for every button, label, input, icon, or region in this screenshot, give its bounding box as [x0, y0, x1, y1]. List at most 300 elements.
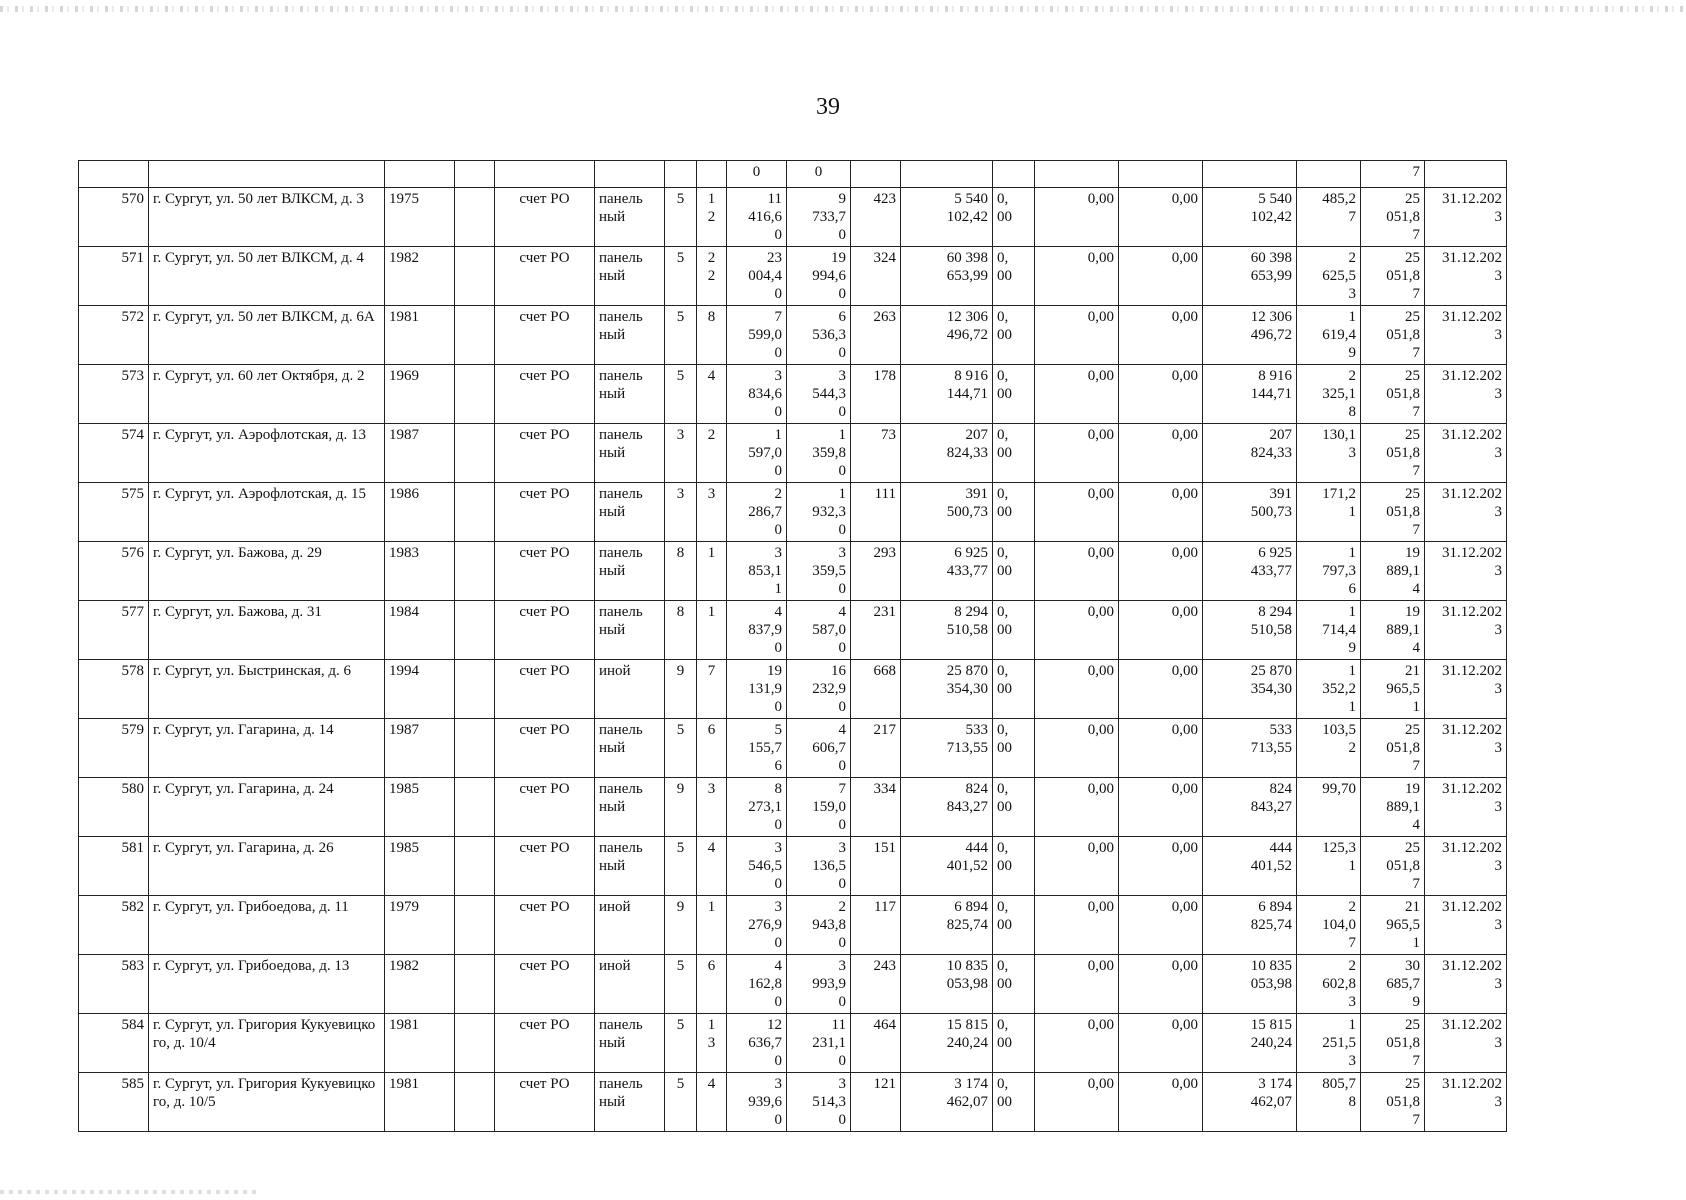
fund-cell: счет РО — [495, 778, 595, 837]
total-area-cell — [727, 660, 787, 719]
other-amount-cell: 0,00 — [1119, 1014, 1203, 1073]
residents-cell: 231 — [851, 601, 901, 660]
cell-line: 3 — [1494, 504, 1502, 520]
owners-amount-cell — [1203, 188, 1297, 247]
floors-cell: 9 — [665, 778, 697, 837]
cell-line: 825,74 — [1250, 917, 1292, 933]
cell-line: 3 — [1348, 1053, 1356, 1069]
address-cell: г. Сургут, ул. Гагарина, д. 14 — [149, 719, 385, 778]
fund-amount-cell — [993, 365, 1035, 424]
cell-line: 8 916 — [954, 368, 988, 384]
cell-line: 31.12.202 — [1442, 899, 1502, 915]
cell-line: 544,3 — [812, 386, 846, 402]
cell-line: ный — [599, 799, 626, 815]
cell-line: 19 — [831, 250, 846, 266]
empty-cell — [455, 1014, 495, 1073]
wall-material-cell — [595, 660, 665, 719]
cell-line: 11 — [767, 191, 782, 207]
cell-line: 240,24 — [946, 1035, 988, 1051]
floors-cell: 5 — [665, 188, 697, 247]
unit-cost-cell — [1297, 188, 1361, 247]
continuation-cell: 7 — [1361, 161, 1425, 188]
fund-cell: счет РО — [495, 424, 595, 483]
fund-cell: счет РО — [495, 955, 595, 1014]
deadline-cell — [1425, 542, 1507, 601]
cell-line: 3 — [838, 1076, 846, 1092]
cell-line: 12 306 — [946, 309, 988, 325]
cell-line: 0, — [997, 840, 1009, 856]
cell-line: ный — [599, 858, 626, 874]
cell-line: 12 — [767, 1017, 782, 1033]
residents-cell: 117 — [851, 896, 901, 955]
floors-cell: 3 — [665, 424, 697, 483]
fund-cell: счет РО — [495, 483, 595, 542]
fund-amount-cell — [993, 837, 1035, 896]
cell-line: 8 — [1348, 404, 1356, 420]
cell-line: 0, — [997, 899, 1009, 915]
cell-line: ный — [599, 1094, 626, 1110]
living-area-cell — [787, 542, 851, 601]
floors-cell: 5 — [665, 955, 697, 1014]
unit-cost-cell — [1297, 955, 1361, 1014]
cell-line: 0 — [838, 935, 846, 951]
living-area-cell — [787, 365, 851, 424]
row-number-cell: 570 — [79, 188, 149, 247]
floors-cell: 5 — [665, 837, 697, 896]
cell-line: 433,77 — [1250, 563, 1292, 579]
cell-line: 155,7 — [748, 740, 782, 756]
cell-line: 653,99 — [1250, 268, 1292, 284]
empty-cell — [455, 188, 495, 247]
cell-line: 2 — [838, 899, 846, 915]
other-amount-cell: 0,00 — [1119, 1073, 1203, 1132]
cell-line: 837,9 — [748, 622, 782, 638]
empty-cell — [455, 837, 495, 896]
cell-line: 3 — [707, 486, 716, 502]
cell-line: 1 — [707, 899, 716, 915]
cell-line: 131,9 — [748, 681, 782, 697]
table-row — [79, 778, 1507, 837]
year-cell: 1975 — [385, 188, 455, 247]
cell-line: 0 — [774, 286, 782, 302]
cell-line: 11 — [831, 1017, 846, 1033]
cell-line: 0 — [838, 994, 846, 1010]
budget-amount-cell: 0,00 — [1035, 955, 1119, 1014]
cell-line: 0, — [997, 368, 1009, 384]
row-number-cell: 576 — [79, 542, 149, 601]
cell-line: 0 — [774, 876, 782, 892]
cell-line: 805,7 — [1322, 1076, 1356, 1092]
address-cell: г. Сургут, ул. 50 лет ВЛКСМ, д. 3 — [149, 188, 385, 247]
cell-line: 9 — [1412, 994, 1420, 1010]
residents-cell: 73 — [851, 424, 901, 483]
empty-cell — [455, 955, 495, 1014]
budget-amount-cell: 0,00 — [1035, 365, 1119, 424]
address-cell: г. Сургут, ул. Быстринская, д. 6 — [149, 660, 385, 719]
residents-cell: 324 — [851, 247, 901, 306]
total-area-cell — [727, 837, 787, 896]
cell-line: 60 398 — [946, 250, 988, 266]
unit-cost-cell — [1297, 365, 1361, 424]
cell-line: 00 — [997, 1035, 1012, 1051]
deadline-cell — [1425, 896, 1507, 955]
entrances-cell — [697, 601, 727, 660]
cell-line: 416,6 — [748, 209, 782, 225]
cell-line: 824,33 — [946, 445, 988, 461]
owners-amount-cell — [1203, 1073, 1297, 1132]
fund-cell: счет РО — [495, 837, 595, 896]
cell-line: 31.12.202 — [1442, 309, 1502, 325]
year-cell: 1983 — [385, 542, 455, 601]
cell-line: 3 — [774, 368, 782, 384]
floors-cell: 5 — [665, 365, 697, 424]
living-area-cell — [787, 719, 851, 778]
cell-line: 0, — [997, 545, 1009, 561]
year-cell: 1985 — [385, 778, 455, 837]
fund-amount-cell — [993, 188, 1035, 247]
table-row — [79, 365, 1507, 424]
cell-line: 853,1 — [748, 563, 782, 579]
budget-amount-cell: 0,00 — [1035, 778, 1119, 837]
cell-line: 7 — [1412, 345, 1420, 361]
residents-cell: 111 — [851, 483, 901, 542]
cell-line: 136,5 — [812, 858, 846, 874]
living-area-cell — [787, 778, 851, 837]
budget-amount-cell: 0,00 — [1035, 1014, 1119, 1073]
budget-amount-cell: 0,00 — [1035, 247, 1119, 306]
unit-cost-cell — [1297, 601, 1361, 660]
cell-line: 843,27 — [946, 799, 988, 815]
cell-line: 1 — [1412, 699, 1420, 715]
cell-line: панель — [599, 1076, 643, 1092]
cell-line: 1 — [1348, 504, 1356, 520]
other-amount-cell: 0,00 — [1119, 837, 1203, 896]
cell-line: 3 — [1348, 445, 1356, 461]
fund-amount-cell — [993, 955, 1035, 1014]
cell-line: 714,4 — [1322, 622, 1356, 638]
table-row — [79, 837, 1507, 896]
cell-line: 10 835 — [1250, 958, 1292, 974]
cell-line: 4 — [838, 604, 846, 620]
cell-line: 444 — [1269, 840, 1292, 856]
year-cell: 1981 — [385, 1073, 455, 1132]
fund-cell: счет РО — [495, 896, 595, 955]
cell-line: 3 — [1494, 740, 1502, 756]
wall-material-cell — [595, 1073, 665, 1132]
cell-line: 6 894 — [1258, 899, 1292, 915]
budget-amount-cell: 0,00 — [1035, 896, 1119, 955]
cell-line: 25 — [1405, 309, 1420, 325]
cell-line: 536,3 — [812, 327, 846, 343]
cell-line: 25 — [1405, 486, 1420, 502]
owners-amount-cell — [1203, 365, 1297, 424]
cell-line: 232,9 — [812, 681, 846, 697]
cell-line: панель — [599, 486, 643, 502]
fund-cell: счет РО — [495, 188, 595, 247]
cell-line: 251,5 — [1322, 1035, 1356, 1051]
year-cell: 1985 — [385, 837, 455, 896]
address-cell: г. Сургут, ул. Гагарина, д. 24 — [149, 778, 385, 837]
cell-line: 3 — [1494, 858, 1502, 874]
cell-line: ный — [599, 504, 626, 520]
cell-line: 625,5 — [1322, 268, 1356, 284]
cell-line: 8 — [774, 781, 782, 797]
cell-line: 7 — [1412, 1053, 1420, 1069]
year-cell: 1969 — [385, 365, 455, 424]
cell-line: 0 — [774, 227, 782, 243]
table-row — [79, 306, 1507, 365]
max-cost-cell — [1361, 896, 1425, 955]
cell-line: 30 — [1405, 958, 1420, 974]
row-number-cell: 577 — [79, 601, 149, 660]
cell-line: 25 — [1405, 722, 1420, 738]
deadline-cell — [1425, 719, 1507, 778]
cell-line: 31.12.202 — [1442, 486, 1502, 502]
year-cell: 1982 — [385, 247, 455, 306]
cell-line: 0, — [997, 1076, 1009, 1092]
floors-cell: 5 — [665, 1073, 697, 1132]
cell-line: 889,1 — [1386, 563, 1420, 579]
cell-line: 7 — [1412, 227, 1420, 243]
cell-line: 9 — [838, 191, 846, 207]
cell-line: 3 — [1494, 268, 1502, 284]
row-number-cell: 575 — [79, 483, 149, 542]
year-cell: 1982 — [385, 955, 455, 1014]
floors-cell: 5 — [665, 719, 697, 778]
cell-line: 3 — [838, 958, 846, 974]
cell-line: 354,30 — [946, 681, 988, 697]
wall-material-cell — [595, 601, 665, 660]
empty-cell — [455, 778, 495, 837]
unit-cost-cell — [1297, 837, 1361, 896]
cell-line: 0 — [774, 817, 782, 833]
address-cell: г. Сургут, ул. 60 лет Октября, д. 2 — [149, 365, 385, 424]
deadline-cell — [1425, 365, 1507, 424]
entrances-cell — [697, 1014, 727, 1073]
total-cost-cell — [901, 955, 993, 1014]
budget-amount-cell: 0,00 — [1035, 483, 1119, 542]
cell-line: 514,3 — [812, 1094, 846, 1110]
cell-line: 00 — [997, 445, 1012, 461]
cell-line: 16 — [831, 663, 846, 679]
total-area-cell — [727, 483, 787, 542]
address-cell: г. Сургут, ул. Григория Кукуевицкого, д. 10/5 — [149, 1073, 385, 1132]
cell-line: 636,7 — [748, 1035, 782, 1051]
cell-line: 102,42 — [1250, 209, 1292, 225]
year-cell: 1984 — [385, 601, 455, 660]
total-cost-cell — [901, 188, 993, 247]
cell-line: 31.12.202 — [1442, 250, 1502, 266]
cell-line: 7 — [1412, 758, 1420, 774]
budget-amount-cell: 0,00 — [1035, 306, 1119, 365]
living-area-cell — [787, 306, 851, 365]
cell-line: 3 — [1494, 917, 1502, 933]
table-row — [79, 483, 1507, 542]
table-row — [79, 601, 1507, 660]
cell-line: 102,42 — [946, 209, 988, 225]
cell-line: 4 — [774, 958, 782, 974]
max-cost-cell — [1361, 778, 1425, 837]
living-area-cell — [787, 955, 851, 1014]
max-cost-cell — [1361, 306, 1425, 365]
unit-cost-cell — [1297, 719, 1361, 778]
budget-amount-cell: 0,00 — [1035, 719, 1119, 778]
cell-line: 0 — [774, 1112, 782, 1128]
cell-line: 685,7 — [1386, 976, 1420, 992]
cell-line: 325,1 — [1322, 386, 1356, 402]
cell-line: 7 — [838, 781, 846, 797]
cell-line: 31.12.202 — [1442, 1017, 1502, 1033]
cell-line: 0 — [838, 1053, 846, 1069]
cell-line: 433,77 — [946, 563, 988, 579]
cell-line: 3 — [1494, 976, 1502, 992]
wall-material-cell — [595, 719, 665, 778]
cell-line: 4 — [838, 722, 846, 738]
continuation-cell: 0 — [787, 161, 851, 188]
cell-line: 7 — [774, 309, 782, 325]
cell-line: 994,6 — [812, 268, 846, 284]
other-amount-cell: 0,00 — [1119, 955, 1203, 1014]
cell-line: панель — [599, 250, 643, 266]
deadline-cell — [1425, 601, 1507, 660]
cell-line: панель — [599, 840, 643, 856]
cell-line: 19 — [1405, 545, 1420, 561]
cell-line: 6 — [838, 309, 846, 325]
cell-line: 6 — [707, 722, 716, 738]
cell-line: ный — [599, 445, 626, 461]
deadline-cell — [1425, 1073, 1507, 1132]
fund-amount-cell — [993, 247, 1035, 306]
cell-line: 1 — [707, 545, 716, 561]
cell-line: 15 815 — [946, 1017, 988, 1033]
owners-amount-cell — [1203, 1014, 1297, 1073]
total-cost-cell — [901, 778, 993, 837]
cell-line: 00 — [997, 740, 1012, 756]
cell-line: 0 — [774, 1053, 782, 1069]
cell-line: 824 — [1269, 781, 1292, 797]
total-cost-cell — [901, 483, 993, 542]
owners-amount-cell — [1203, 601, 1297, 660]
owners-amount-cell — [1203, 837, 1297, 896]
cell-line: 8 294 — [1258, 604, 1292, 620]
other-amount-cell: 0,00 — [1119, 660, 1203, 719]
cell-line: 500,73 — [946, 504, 988, 520]
cell-line: 3 — [1494, 681, 1502, 697]
year-cell: 1987 — [385, 719, 455, 778]
floors-cell: 9 — [665, 896, 697, 955]
owners-amount-cell — [1203, 424, 1297, 483]
empty-cell — [455, 247, 495, 306]
cell-line: 051,8 — [1386, 209, 1420, 225]
cell-line: 4 — [707, 368, 716, 384]
cell-line: панель — [599, 781, 643, 797]
deadline-cell — [1425, 306, 1507, 365]
fund-cell: счет РО — [495, 601, 595, 660]
row-number-cell: 581 — [79, 837, 149, 896]
cell-line: 1 — [1348, 545, 1356, 561]
entrances-cell — [697, 660, 727, 719]
other-amount-cell: 0,00 — [1119, 542, 1203, 601]
cell-line: 051,8 — [1386, 1035, 1420, 1051]
cell-line: 3 — [707, 1035, 716, 1051]
cell-line: 1 — [1348, 858, 1356, 874]
cell-line: 3 — [774, 840, 782, 856]
cell-line: 0 — [774, 699, 782, 715]
cell-line: 8 — [1348, 1094, 1356, 1110]
cell-line: 3 — [1348, 286, 1356, 302]
cell-line: 104,0 — [1322, 917, 1356, 933]
cell-line: 352,2 — [1322, 681, 1356, 697]
cell-line: 939,6 — [748, 1094, 782, 1110]
cell-line: 3 — [1494, 209, 1502, 225]
cell-line: 0 — [838, 699, 846, 715]
cell-line: 0, — [997, 191, 1009, 207]
cell-line: 510,58 — [946, 622, 988, 638]
residents-cell: 423 — [851, 188, 901, 247]
empty-cell — [455, 306, 495, 365]
cell-line: 496,72 — [1250, 327, 1292, 343]
entrances-cell — [697, 719, 727, 778]
cell-line: 7 — [1412, 876, 1420, 892]
table-row — [79, 542, 1507, 601]
cell-line: 144,71 — [946, 386, 988, 402]
total-area-cell — [727, 955, 787, 1014]
entrances-cell — [697, 424, 727, 483]
cell-line: 162,8 — [748, 976, 782, 992]
cell-line: 3 — [1494, 1094, 1502, 1110]
address-cell: г. Сургут, ул. Аэрофлотская, д. 15 — [149, 483, 385, 542]
living-area-cell — [787, 424, 851, 483]
other-amount-cell: 0,00 — [1119, 247, 1203, 306]
cell-line: 273,1 — [748, 799, 782, 815]
fund-amount-cell — [993, 424, 1035, 483]
wall-material-cell — [595, 542, 665, 601]
fund-amount-cell — [993, 601, 1035, 660]
cell-line: 2 — [1348, 368, 1356, 384]
cell-line: 7 — [707, 663, 716, 679]
cell-line: 0, — [997, 958, 1009, 974]
table-row — [79, 1014, 1507, 1073]
table-row — [79, 1073, 1507, 1132]
cell-line: 8 916 — [1258, 368, 1292, 384]
cell-line: 12 306 — [1250, 309, 1292, 325]
cell-line: 051,8 — [1386, 1094, 1420, 1110]
deadline-cell — [1425, 778, 1507, 837]
floors-cell: 8 — [665, 542, 697, 601]
other-amount-cell: 0,00 — [1119, 601, 1203, 660]
cell-line: 7 — [1412, 1112, 1420, 1128]
cell-line: 653,99 — [946, 268, 988, 284]
cell-line: 587,0 — [812, 622, 846, 638]
cell-line: 5 540 — [1258, 191, 1292, 207]
cell-line: 0, — [997, 427, 1009, 443]
other-amount-cell: 0,00 — [1119, 424, 1203, 483]
other-amount-cell: 0,00 — [1119, 778, 1203, 837]
total-area-cell — [727, 188, 787, 247]
cell-line: панель — [599, 191, 643, 207]
address-cell: г. Сургут, ул. 50 лет ВЛКСМ, д. 4 — [149, 247, 385, 306]
cell-line: 1 — [707, 604, 716, 620]
cell-line: 834,6 — [748, 386, 782, 402]
cell-line: 359,8 — [812, 445, 846, 461]
address-cell: г. Сургут, ул. Бажова, д. 29 — [149, 542, 385, 601]
cell-line: 6 — [774, 758, 782, 774]
cell-line: 00 — [997, 1094, 1012, 1110]
cell-line: 7 — [1412, 522, 1420, 538]
living-area-cell — [787, 1014, 851, 1073]
cell-line: 1 — [707, 1017, 716, 1033]
total-area-cell — [727, 247, 787, 306]
